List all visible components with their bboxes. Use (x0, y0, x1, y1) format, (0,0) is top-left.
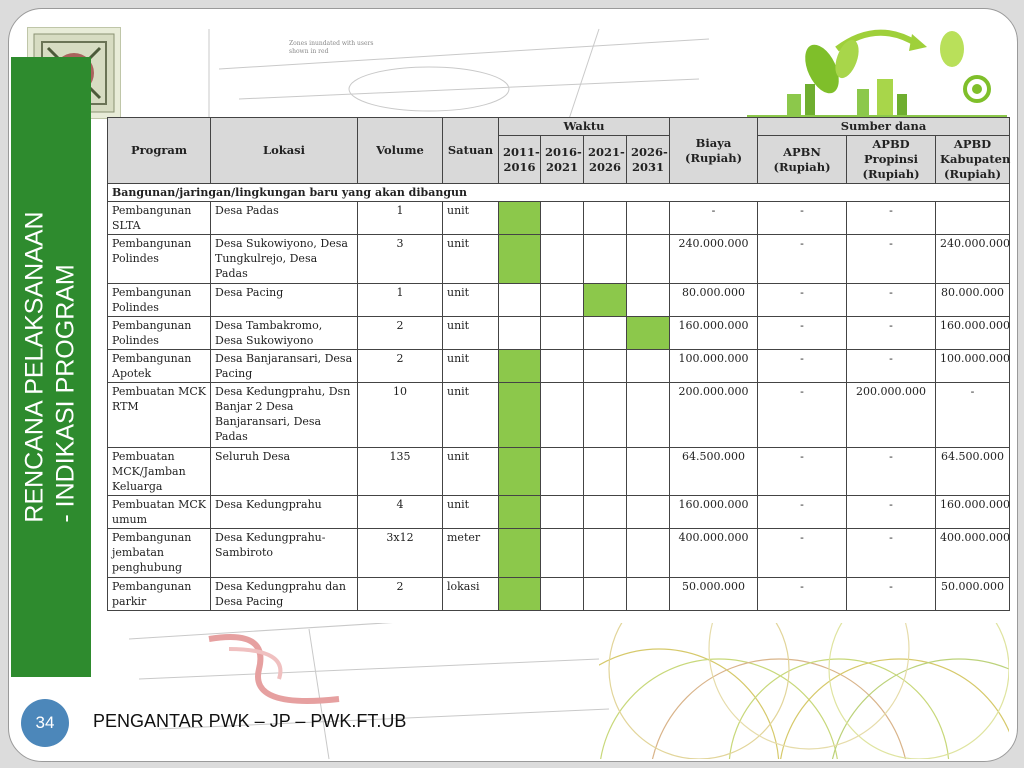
cell-apbn: - (758, 317, 847, 350)
header-period: 2026-2031 (627, 136, 670, 184)
cell-apbd-kabupaten: 64.500.000 (936, 448, 1010, 496)
cell-apbd-kabupaten: 100.000.000 (936, 350, 1010, 383)
cell-satuan: unit (443, 496, 499, 529)
cell-apbd-propinsi: - (847, 448, 936, 496)
cell-timeline (584, 529, 627, 578)
cell-volume: 10 (358, 383, 443, 448)
cell-timeline (499, 578, 541, 611)
cell-timeline (541, 578, 584, 611)
table-row (108, 448, 1010, 496)
cell-apbd-kabupaten: 50.000.000 (936, 578, 1010, 611)
cell-volume: 4 (358, 496, 443, 529)
header-apbd-propinsi: APBD Propinsi (Rupiah) (847, 136, 936, 184)
cell-timeline (627, 235, 670, 284)
page-number-badge (21, 699, 69, 747)
cell-volume: 3x12 (358, 529, 443, 578)
cell-program: Pembangunan SLTA (108, 202, 211, 235)
cell-timeline (584, 578, 627, 611)
table-row (108, 350, 1010, 383)
cell-timeline (584, 202, 627, 235)
cell-timeline (541, 235, 584, 284)
table-row (108, 496, 1010, 529)
cell-program: Pembuatan MCK umum (108, 496, 211, 529)
cell-satuan: unit (443, 448, 499, 496)
header-program: Program (108, 118, 211, 184)
cell-lokasi: Desa Kedungprahu, Dsn Banjar 2 Desa Banjaransari, Desa Padas (211, 383, 358, 448)
table-row (108, 284, 1010, 317)
cell-lokasi: Desa Padas (211, 202, 358, 235)
cell-program: Pembangunan parkir (108, 578, 211, 611)
cell-program: Pembuatan MCK/Jamban Keluarga (108, 448, 211, 496)
header-apbd-kabupaten: APBD Kabupaten (Rupiah) (936, 136, 1010, 184)
cell-timeline (627, 202, 670, 235)
cell-apbn: - (758, 202, 847, 235)
footer-text: PENGANTAR PWK – JP – PWK.FT.UB (93, 711, 407, 731)
header-waktu: Waktu (499, 118, 670, 136)
cell-apbn: - (758, 383, 847, 448)
cell-timeline (627, 578, 670, 611)
header-volume: Volume (358, 118, 443, 184)
decorative-circles (599, 609, 1009, 759)
cell-apbd-kabupaten: - (936, 383, 1010, 448)
cell-apbn: - (758, 448, 847, 496)
cell-volume: 135 (358, 448, 443, 496)
table-row (108, 578, 1010, 611)
cell-apbd-kabupaten: 160.000.000 (936, 317, 1010, 350)
header-period: 2021-2026 (584, 136, 627, 184)
cell-apbd-kabupaten: 400.000.000 (936, 529, 1010, 578)
header-apbn: APBN (Rupiah) (758, 136, 847, 184)
cell-volume: 3 (358, 235, 443, 284)
header-lokasi: Lokasi (211, 118, 358, 184)
table-row (108, 383, 1010, 448)
table-row (108, 317, 1010, 350)
cell-timeline (584, 496, 627, 529)
header-biaya: Biaya (Rupiah) (670, 118, 758, 184)
cell-biaya: 240.000.000 (670, 235, 758, 284)
section-title: Bangunan/jaringan/lingkungan baru yang akan dibangun (108, 184, 1010, 202)
cell-satuan: unit (443, 202, 499, 235)
cell-timeline (584, 284, 627, 317)
cell-apbn: - (758, 578, 847, 611)
slide (8, 8, 1018, 762)
cell-lokasi: Desa Kedungprahu-Sambiroto (211, 529, 358, 578)
cell-apbd-propinsi: - (847, 317, 936, 350)
cell-apbd-kabupaten: 240.000.000 (936, 235, 1010, 284)
cell-timeline (541, 317, 584, 350)
cell-apbn: - (758, 284, 847, 317)
cell-lokasi: Desa Sukowiyono, Desa Tungkulrejo, Desa Padas (211, 235, 358, 284)
cell-timeline (541, 383, 584, 448)
cell-biaya: 50.000.000 (670, 578, 758, 611)
cell-program: Pembangunan Apotek (108, 350, 211, 383)
header-period: 2016-2021 (541, 136, 584, 184)
program-table (107, 117, 1010, 611)
cell-biaya: 200.000.000 (670, 383, 758, 448)
cell-biaya: 64.500.000 (670, 448, 758, 496)
cell-volume: 1 (358, 202, 443, 235)
cell-timeline (541, 448, 584, 496)
cell-timeline (499, 496, 541, 529)
cell-apbn: - (758, 235, 847, 284)
cell-timeline (541, 529, 584, 578)
cell-timeline (584, 448, 627, 496)
cell-satuan: unit (443, 284, 499, 317)
cell-volume: 1 (358, 284, 443, 317)
table-row (108, 235, 1010, 284)
cell-timeline (584, 383, 627, 448)
cell-biaya: - (670, 202, 758, 235)
header-satuan: Satuan (443, 118, 499, 184)
cell-timeline (584, 235, 627, 284)
header-sumber-dana: Sumber dana (758, 118, 1010, 136)
cell-timeline (627, 496, 670, 529)
cell-biaya: 160.000.000 (670, 317, 758, 350)
cell-biaya: 400.000.000 (670, 529, 758, 578)
cell-apbd-propinsi: - (847, 496, 936, 529)
cell-timeline (584, 317, 627, 350)
cell-timeline (499, 202, 541, 235)
cell-timeline (499, 448, 541, 496)
cell-lokasi: Desa Banjaransari, Desa Pacing (211, 350, 358, 383)
cell-timeline (627, 448, 670, 496)
cell-lokasi: Desa Pacing (211, 284, 358, 317)
header-period: 2011-2016 (499, 136, 541, 184)
cell-program: Pembuatan MCK RTM (108, 383, 211, 448)
cell-apbd-kabupaten (936, 202, 1010, 235)
cell-satuan: unit (443, 383, 499, 448)
cell-biaya: 160.000.000 (670, 496, 758, 529)
cell-biaya: 100.000.000 (670, 350, 758, 383)
cell-apbd-propinsi: - (847, 350, 936, 383)
cell-timeline (541, 284, 584, 317)
cell-lokasi: Desa Kedungprahu (211, 496, 358, 529)
cell-apbd-propinsi: - (847, 284, 936, 317)
cell-apbd-kabupaten: 160.000.000 (936, 496, 1010, 529)
cell-apbd-kabupaten: 80.000.000 (936, 284, 1010, 317)
cell-timeline (627, 350, 670, 383)
cell-timeline (541, 350, 584, 383)
cell-satuan: unit (443, 317, 499, 350)
cell-apbn: - (758, 350, 847, 383)
cell-lokasi: Desa Tambakromo, Desa Sukowiyono (211, 317, 358, 350)
cell-volume: 2 (358, 317, 443, 350)
sketch-note-line1: Zones inundated with users (289, 40, 374, 47)
program-table-container (107, 117, 1013, 623)
cell-apbd-propinsi: - (847, 578, 936, 611)
cell-satuan: unit (443, 235, 499, 284)
cell-timeline (499, 317, 541, 350)
cell-lokasi: Seluruh Desa (211, 448, 358, 496)
cell-program: Pembangunan jembatan penghubung (108, 529, 211, 578)
vertical-title-line2: - INDIKASI PROGRAM (52, 264, 80, 523)
cell-satuan: meter (443, 529, 499, 578)
vertical-title-line1: RENCANA PELAKSANAAN (21, 211, 49, 523)
table-row (108, 202, 1010, 235)
cell-timeline (584, 350, 627, 383)
vertical-title (11, 57, 91, 677)
cell-timeline (627, 529, 670, 578)
table-row (108, 529, 1010, 578)
cell-timeline (499, 383, 541, 448)
cell-timeline (499, 284, 541, 317)
cell-apbd-propinsi: - (847, 202, 936, 235)
cell-apbd-propinsi: - (847, 235, 936, 284)
cell-timeline (541, 496, 584, 529)
page-number: 34 (35, 713, 55, 732)
cell-timeline (627, 383, 670, 448)
cell-apbn: - (758, 529, 847, 578)
cell-timeline (627, 284, 670, 317)
cell-program: Pembangunan Polindes (108, 235, 211, 284)
cell-satuan: unit (443, 350, 499, 383)
cell-volume: 2 (358, 578, 443, 611)
cell-timeline (499, 350, 541, 383)
cell-biaya: 80.000.000 (670, 284, 758, 317)
cell-lokasi: Desa Kedungprahu dan Desa Pacing (211, 578, 358, 611)
cell-program: Pembangunan Polindes (108, 317, 211, 350)
cell-apbd-propinsi: - (847, 529, 936, 578)
cell-apbn: - (758, 496, 847, 529)
cell-program: Pembangunan Polindes (108, 284, 211, 317)
eco-city-illustration-icon (747, 19, 1007, 119)
cell-timeline (499, 529, 541, 578)
cell-timeline (627, 317, 670, 350)
cell-timeline (541, 202, 584, 235)
cell-timeline (499, 235, 541, 284)
cell-volume: 2 (358, 350, 443, 383)
cell-satuan: lokasi (443, 578, 499, 611)
cell-apbd-propinsi: 200.000.000 (847, 383, 936, 448)
sketch-note-line2: shown in red (289, 48, 329, 55)
